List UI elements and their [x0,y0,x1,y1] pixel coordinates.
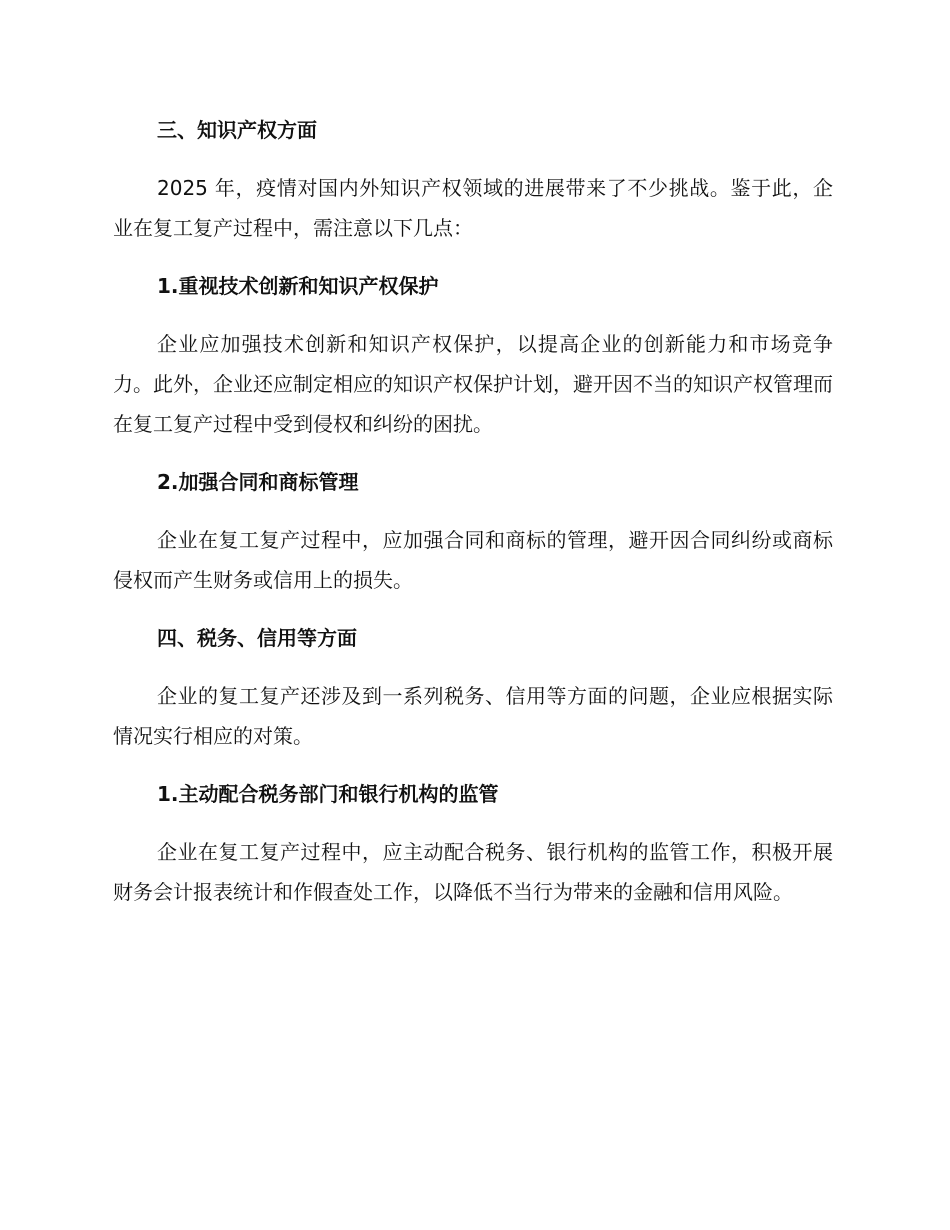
paragraph-contract-trademark: 企业在复工复产过程中，应加强合同和商标的管理，避开因合同纠纷或商标侵权而产生财务或信用上的损失。 [113,528,833,592]
paragraph-tax-credit-intro: 企业的复工复产还涉及到一系列税务、信用等方面的问题，企业应根据实际情况实行相应的对策。 [113,684,833,748]
paragraph-tax-bank-supervision: 企业在复工复产过程中，应主动配合税务、银行机构的监管工作，积极开展财务会计报表统计和作假查处工作，以降低不当行为带来的金融和信用风险。 [113,840,833,904]
subheading-tax-bank-supervision: 1.主动配合税务部门和银行机构的监管 [157,782,499,806]
paragraph-tech-innovation: 企业应加强技术创新和知识产权保护，以提高企业的创新能力和市场竞争力。此外，企业还应制定相应的知识产权保护计划，避开因不当的知识产权管理而在复工复产过程中受到侵权和纠纷的困扰。 [113,332,833,436]
document-body [113,112,833,932]
section-heading-tax-credit: 四、税务、信用等方面 [157,626,357,650]
paragraph-ip-intro: 2025 年，疫情对国内外知识产权领域的进展带来了不少挑战。鉴于此，企业在复工复产过程中，需注意以下几点： [113,176,833,240]
section-heading-intellectual-property: 三、知识产权方面 [157,118,317,142]
subheading-contract-trademark: 2.加强合同和商标管理 [157,470,359,494]
subheading-tech-innovation: 1.重视技术创新和知识产权保护 [157,274,439,298]
